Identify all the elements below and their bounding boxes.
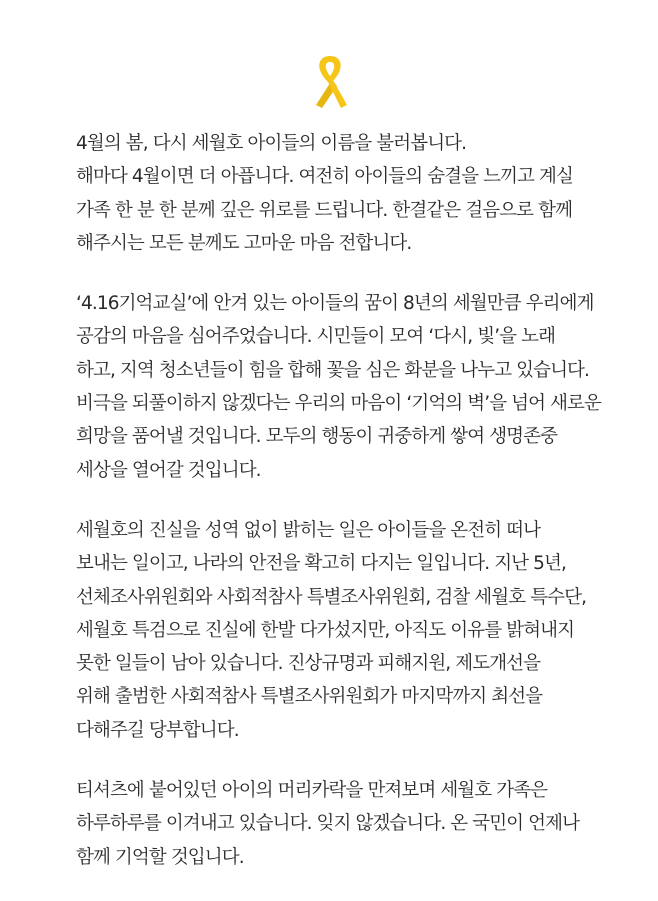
letter-body <box>76 127 616 901</box>
text-line: 세월호 특검으로 진실에 한발 다가섰지만, 아직도 이유를 밝혀내지 <box>76 619 575 641</box>
text-line: 세상을 열어갈 것입니다. <box>76 459 261 481</box>
text-line: 다해주길 당부합니다. <box>76 719 239 741</box>
text-line: 희망을 품어낼 것입니다. 모두의 행동이 귀중하게 쌓여 생명존중 <box>76 426 558 448</box>
text-line: 해마다 4월이면 더 아픕니다. 여전히 아이들의 숨결을 느끼고 계실 <box>76 166 573 188</box>
paragraph-1 <box>76 127 616 260</box>
text-line: 못한 일들이 남아 있습니다. 진상규명과 피해지원, 제도개선을 <box>76 653 541 675</box>
text-line: 위해 출범한 사회적참사 특별조사위원회가 마지막까지 최선을 <box>76 686 543 708</box>
text-line: 선체조사위원회와 사회적참사 특별조사위원회, 검찰 세월호 특수단, <box>76 586 587 608</box>
text-line: 함께 기억할 것입니다. <box>76 846 244 868</box>
text-line: ‘4.16기억교실’에 안겨 있는 아이들의 꿈이 8년의 세월만큼 우리에게 <box>76 293 594 315</box>
text-line: 가족 한 분 한 분께 깊은 위로를 드립니다. 한결같은 걸음으로 함께 <box>76 199 573 221</box>
text-line: 해주시는 모든 분께도 고마운 마음 전합니다. <box>76 232 412 254</box>
paragraph-3 <box>76 514 616 747</box>
text-line: 티셔츠에 붙어있던 아이의 머리카락을 만져보며 세월호 가족은 <box>76 780 548 802</box>
text-line: 보내는 일이고, 나라의 안전을 확고히 다지는 일입니다. 지난 5년, <box>76 553 566 575</box>
text-line: 하고, 지역 청소년들이 힘을 합해 꽃을 심은 화분을 나누고 있습니다. <box>76 359 590 381</box>
paragraph-4 <box>76 774 616 874</box>
paragraph-2 <box>76 287 616 487</box>
text-line: 하루하루를 이겨내고 있습니다. 잊지 않겠습니다. 온 국민이 언제나 <box>76 813 580 835</box>
text-line: 비극을 되풀이하지 않겠다는 우리의 마음이 ‘기억의 벽’을 넘어 새로운 <box>76 393 601 415</box>
text-line: 4월의 봄, 다시 세월호 아이들의 이름을 불러봅니다. <box>76 133 467 154</box>
text-line: 공감의 마음을 심어주었습니다. 시민들이 모여 ‘다시, 빛’을 노래 <box>76 326 556 348</box>
yellow-ribbon-icon <box>310 50 350 112</box>
text-line: 세월호의 진실을 성역 없이 밝히는 일은 아이들을 온전히 떠나 <box>76 519 541 541</box>
